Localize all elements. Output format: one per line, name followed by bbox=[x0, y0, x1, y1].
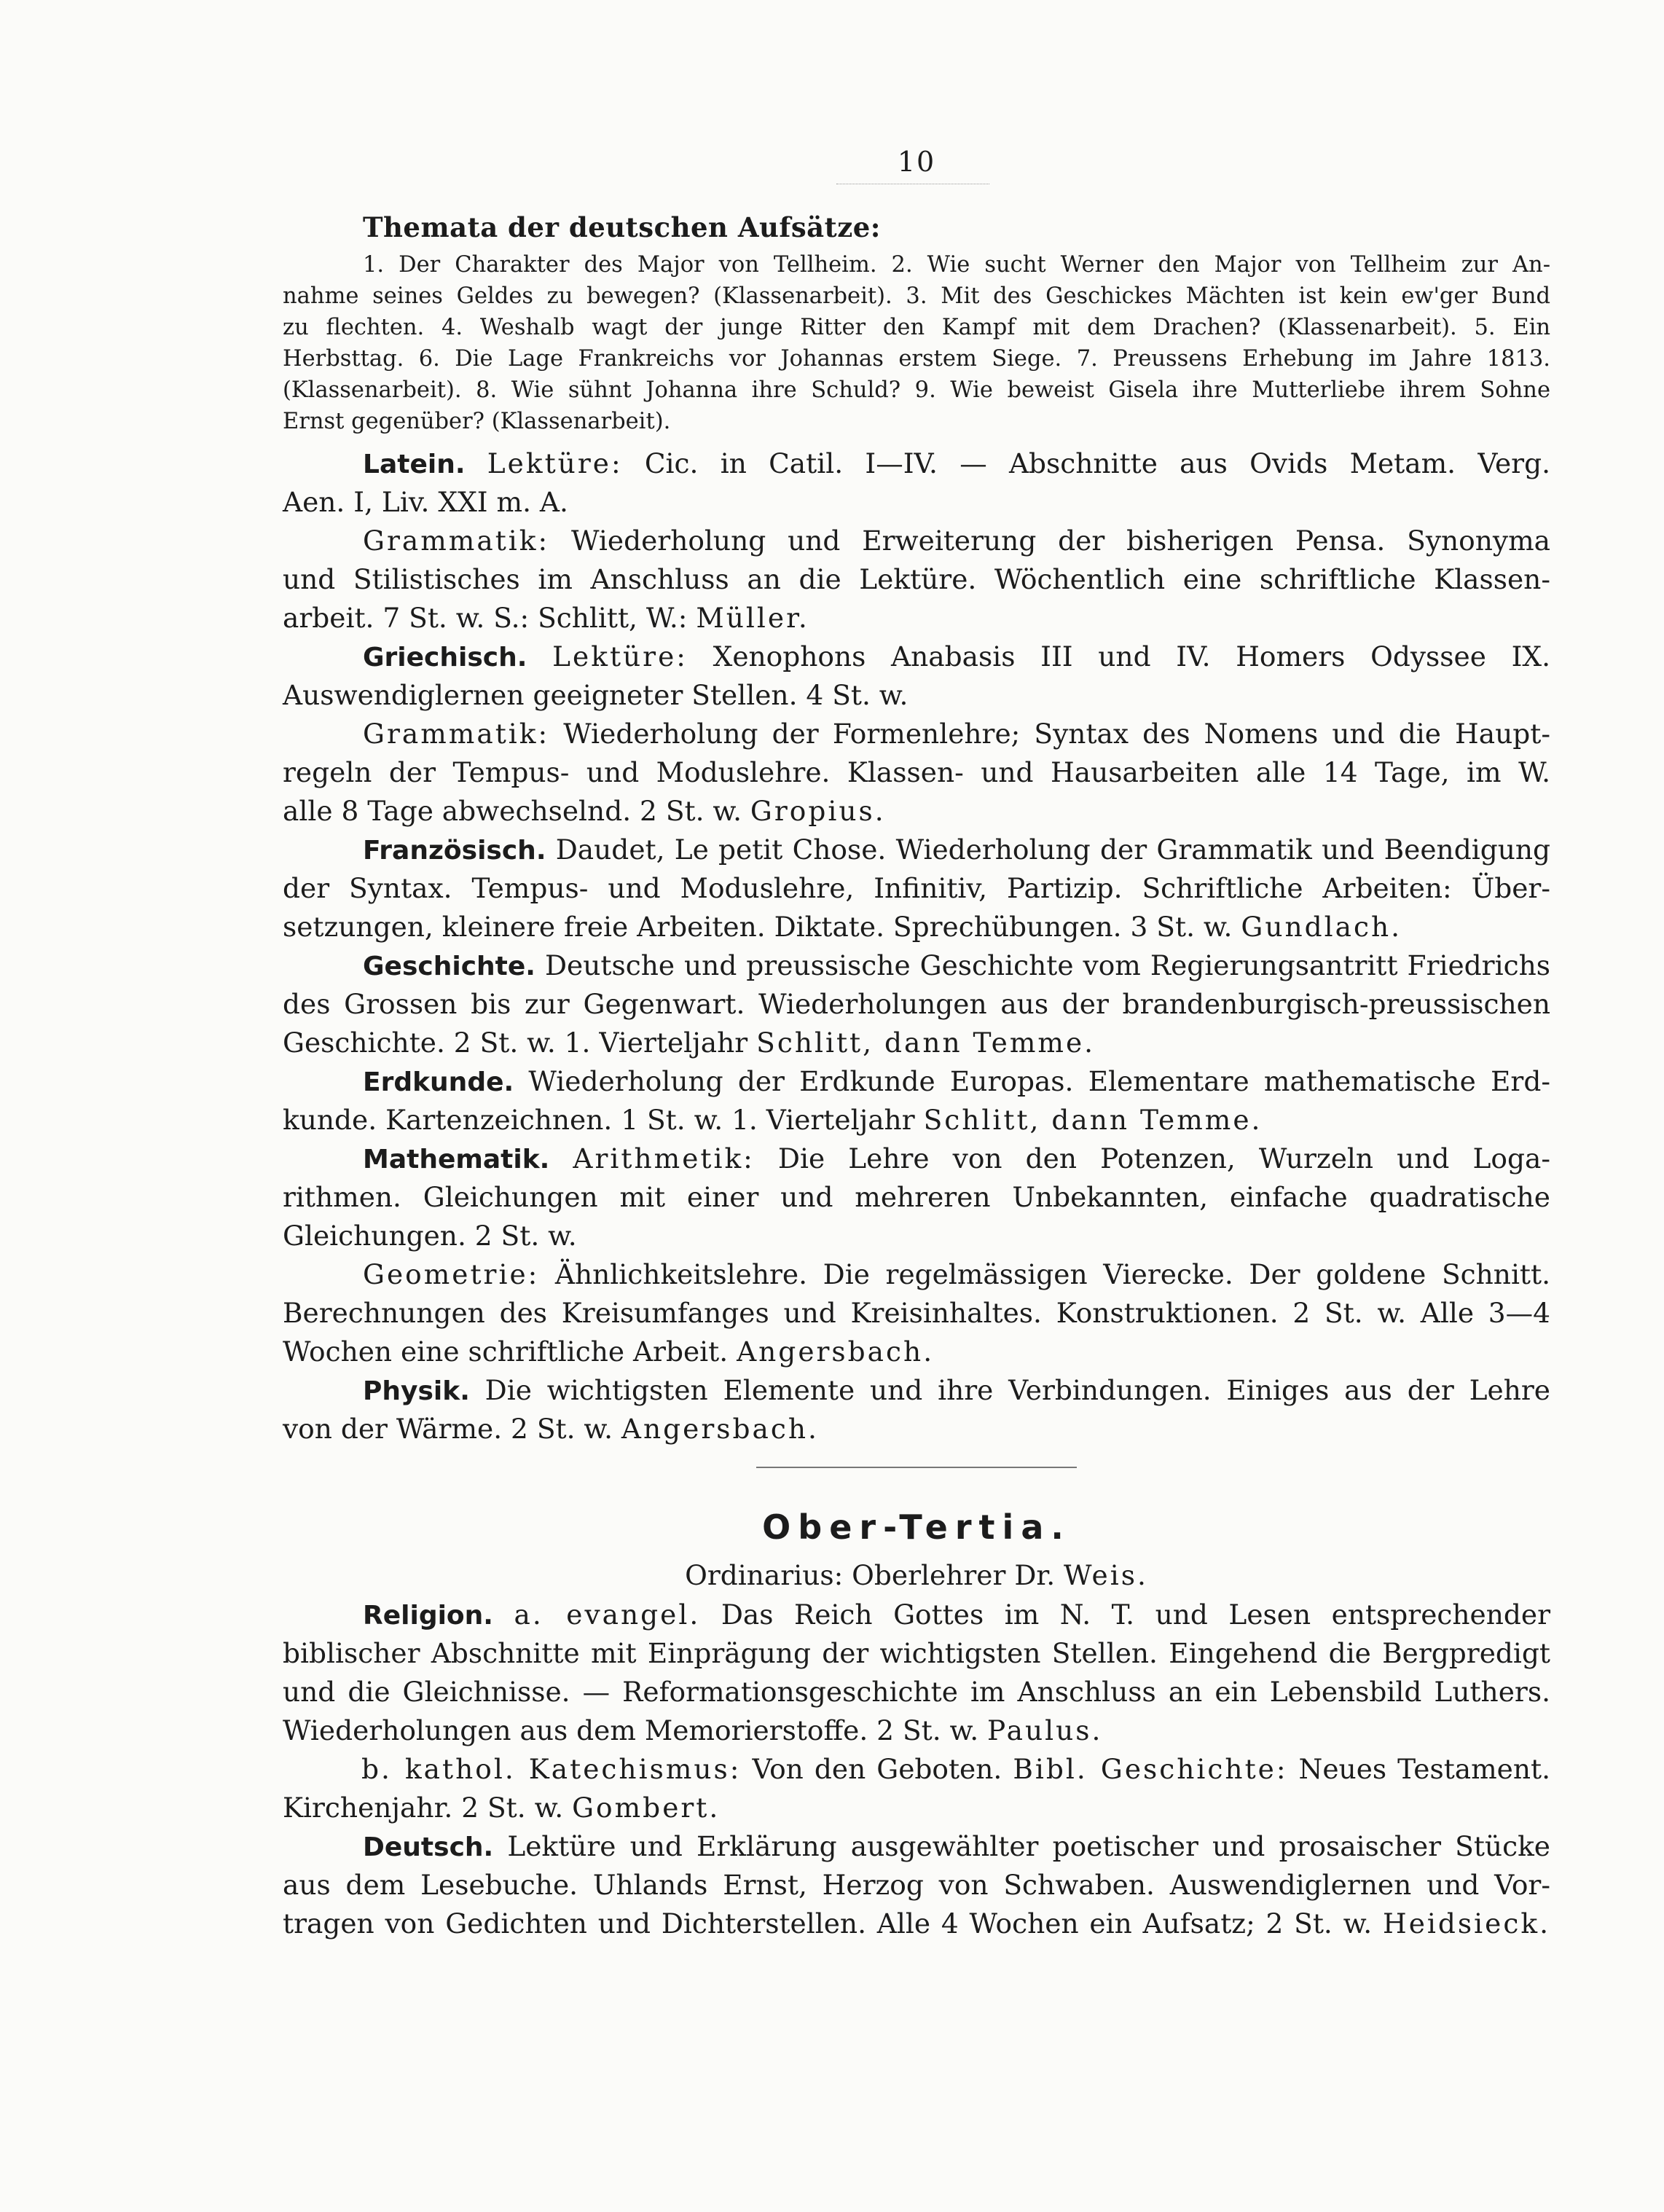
franzoesisch-line: setzungen, kleinere freie Arbeiten. Diktate. Sprechübungen. 3 St. w. Gundlach. bbox=[283, 911, 1402, 943]
teacher-name: Angersbach. bbox=[737, 1336, 935, 1368]
teacher-name: Heidsieck. bbox=[1383, 1907, 1551, 1940]
latein-line: Grammatik: Wiederholung und Erweiterung der bisherigen Pensa. Synonyma bbox=[363, 525, 1550, 557]
mathematik-line: Geometrie: Ähnlichkeitslehre. Die regelmässigen Vierecke. Der goldene Schnitt. bbox=[363, 1258, 1550, 1290]
religion-line: Wiederholungen aus dem Memorierstoffe. 2 St. w. Paulus. bbox=[283, 1714, 1103, 1746]
ordinarius-line: Ordinarius: Oberlehrer Dr. Weis. bbox=[685, 1559, 1148, 1591]
mathematik-line: Gleichungen. 2 St. w. bbox=[283, 1220, 577, 1252]
physik-line: von der Wärme. 2 St. w. Angersbach. bbox=[283, 1413, 819, 1445]
teacher-name: Gundlach. bbox=[1241, 911, 1402, 943]
teacher-name: Angersbach. bbox=[621, 1413, 819, 1445]
griechisch-line: Griechisch. Lektüre: Xenophons Anabasis III und IV. Homers Odyssee IX. bbox=[363, 640, 1551, 672]
latein-line: arbeit. 7 St. w. S.: Schlitt, W.: Müller. bbox=[283, 602, 809, 634]
teacher-name: Paulus. bbox=[987, 1714, 1103, 1746]
erdkunde-line: kunde. Kartenzeichnen. 1 St. w. 1. Vierteljahr Schlitt, dann Temme. bbox=[283, 1104, 1263, 1136]
teacher-name: Gombert. bbox=[572, 1792, 721, 1824]
mathematik-line: Wochen eine schriftliche Arbeit. Angersbach. bbox=[283, 1336, 935, 1368]
religion-line: und die Gleichnisse. — Reformationsgeschichte im Anschluss an ein Lebensbild Luthers. bbox=[283, 1676, 1550, 1708]
theme-line: zu flechten. 4. Weshalb wagt der junge Ritter den Kampf mit dem Drachen? (Klassenarbeit). 5. Ein bbox=[283, 315, 1550, 340]
franzoesisch-line: Französisch. Daudet, Le petit Chose. Wiederholung der Grammatik und Beendigung bbox=[363, 834, 1551, 866]
theme-line: Herbsttag. 6. Die Lage Frankreichs vor Johannas erstem Siege. 7. Preussens Erhebung im Jahre 1813. bbox=[283, 346, 1550, 372]
mathematik-line: Mathematik. Arithmetik: Die Lehre von den Potenzen, Wurzeln und Loga- bbox=[363, 1142, 1551, 1174]
essay-themes-heading: Themata der deutschen Aufsätze: bbox=[363, 211, 881, 243]
franzoesisch-label: Französisch. bbox=[363, 836, 546, 866]
griechisch-line: Auswendiglernen geeigneter Stellen. 4 St. w. bbox=[283, 679, 908, 711]
religion-label: Religion. bbox=[363, 1601, 493, 1631]
deutsch-line: tragen von Gedichten und Dichterstellen. Alle 4 Wochen ein Aufsatz; 2 St. w. Heidsieck. bbox=[283, 1907, 1551, 1940]
latein-line: Latein. Lektüre: Cic. in Catil. I—IV. — Abschnitte aus Ovids Metam. Verg. bbox=[363, 447, 1551, 479]
document-page bbox=[283, 131, 1550, 2171]
deutsch-label: Deutsch. bbox=[363, 1832, 494, 1862]
deutsch-line: Deutsch. Lektüre und Erklärung ausgewählter poetischer und prosaischer Stücke bbox=[363, 1830, 1550, 1862]
mathematik-line: rithmen. Gleichungen mit einer und mehreren Unbekannten, einfache quadratische bbox=[283, 1181, 1550, 1213]
theme-line: Ernst gegenüber? (Klassenarbeit). bbox=[283, 409, 671, 434]
latein-line: und Stilistisches im Anschluss an die Lektüre. Wöchentlich eine schriftliche Klassen- bbox=[283, 563, 1550, 595]
teacher-name: Gropius. bbox=[750, 795, 886, 827]
geschichte-line: des Grossen bis zur Gegenwart. Wiederholungen aus der brandenburgisch-preussischen bbox=[283, 988, 1550, 1020]
mathematik-label: Mathematik. bbox=[363, 1145, 550, 1174]
griechisch-line: regeln der Tempus- und Moduslehre. Klassen- und Hausarbeiten alle 14 Tage, im W. bbox=[283, 756, 1550, 788]
griechisch-label: Griechisch. bbox=[363, 643, 527, 672]
religion-line: b. kathol. Katechismus: Von den Geboten. Bibl. Geschichte: Neues Testament. bbox=[361, 1753, 1551, 1785]
religion-line: Kirchenjahr. 2 St. w. Gombert. bbox=[283, 1792, 721, 1824]
griechisch-line: Grammatik: Wiederholung der Formenlehre; Syntax des Nomens und die Haupt- bbox=[363, 718, 1551, 750]
teacher-name: Weis. bbox=[1064, 1559, 1148, 1591]
mathematik-line: Berechnungen des Kreisumfanges und Kreisinhaltes. Konstruktionen. 2 St. w. Alle 3—4 bbox=[283, 1297, 1550, 1329]
physik-line: Physik. Die wichtigsten Elemente und ihre Verbindungen. Einiges aus der Lehre bbox=[363, 1374, 1551, 1406]
theme-line: 1. Der Charakter des Major von Tellheim. 2. Wie sucht Werner den Major von Tellheim zur An- bbox=[363, 252, 1550, 278]
religion-line: biblischer Abschnitte mit Einprägung der wichtigsten Stellen. Eingehend die Bergpredigt bbox=[283, 1637, 1550, 1669]
erdkunde-label: Erdkunde. bbox=[363, 1067, 514, 1097]
theme-line: nahme seines Geldes zu bewegen? (Klassenarbeit). 3. Mit des Geschickes Mächten ist kein ew'ger Bund bbox=[283, 283, 1550, 309]
franzoesisch-line: der Syntax. Tempus- und Moduslehre, Infinitiv, Partizip. Schriftliche Arbeiten: Über- bbox=[283, 872, 1550, 904]
erdkunde-line: Erdkunde. Wiederholung der Erdkunde Europas. Elementare mathematische Erd- bbox=[363, 1065, 1550, 1097]
section-title: Ober-Tertia. bbox=[762, 1507, 1071, 1547]
physik-label: Physik. bbox=[363, 1376, 470, 1406]
geschichte-line: Geschichte. Deutsche und preussische Geschichte vom Regierungsantritt Friedrichs bbox=[363, 949, 1551, 981]
griechisch-line: alle 8 Tage abwechselnd. 2 St. w. Gropius. bbox=[283, 795, 886, 827]
page-number: 10 bbox=[897, 146, 936, 178]
section-divider bbox=[756, 1467, 1077, 1468]
religion-line: Religion. a. evangel. Das Reich Gottes im N. T. und Lesen entsprechender bbox=[363, 1599, 1551, 1631]
geschichte-label: Geschichte. bbox=[363, 952, 535, 981]
latein-label: Latein. bbox=[363, 450, 466, 479]
teacher-name: Müller. bbox=[696, 602, 809, 634]
teacher-name: Schlitt, dann Temme. bbox=[756, 1027, 1096, 1059]
teacher-name: Schlitt, dann Temme. bbox=[923, 1104, 1263, 1136]
geschichte-line: Geschichte. 2 St. w. 1. Vierteljahr Schlitt, dann Temme. bbox=[283, 1027, 1096, 1059]
theme-line: (Klassenarbeit). 8. Wie sühnt Johanna ihre Schuld? 9. Wie beweist Gisela ihre Mutterliebe ihrem Sohne bbox=[283, 377, 1550, 403]
deutsch-line: aus dem Lesebuche. Uhlands Ernst, Herzog von Schwaben. Auswendiglernen und Vor- bbox=[283, 1869, 1550, 1901]
latein-line: Aen. I, Liv. XXI m. A. bbox=[283, 486, 568, 518]
